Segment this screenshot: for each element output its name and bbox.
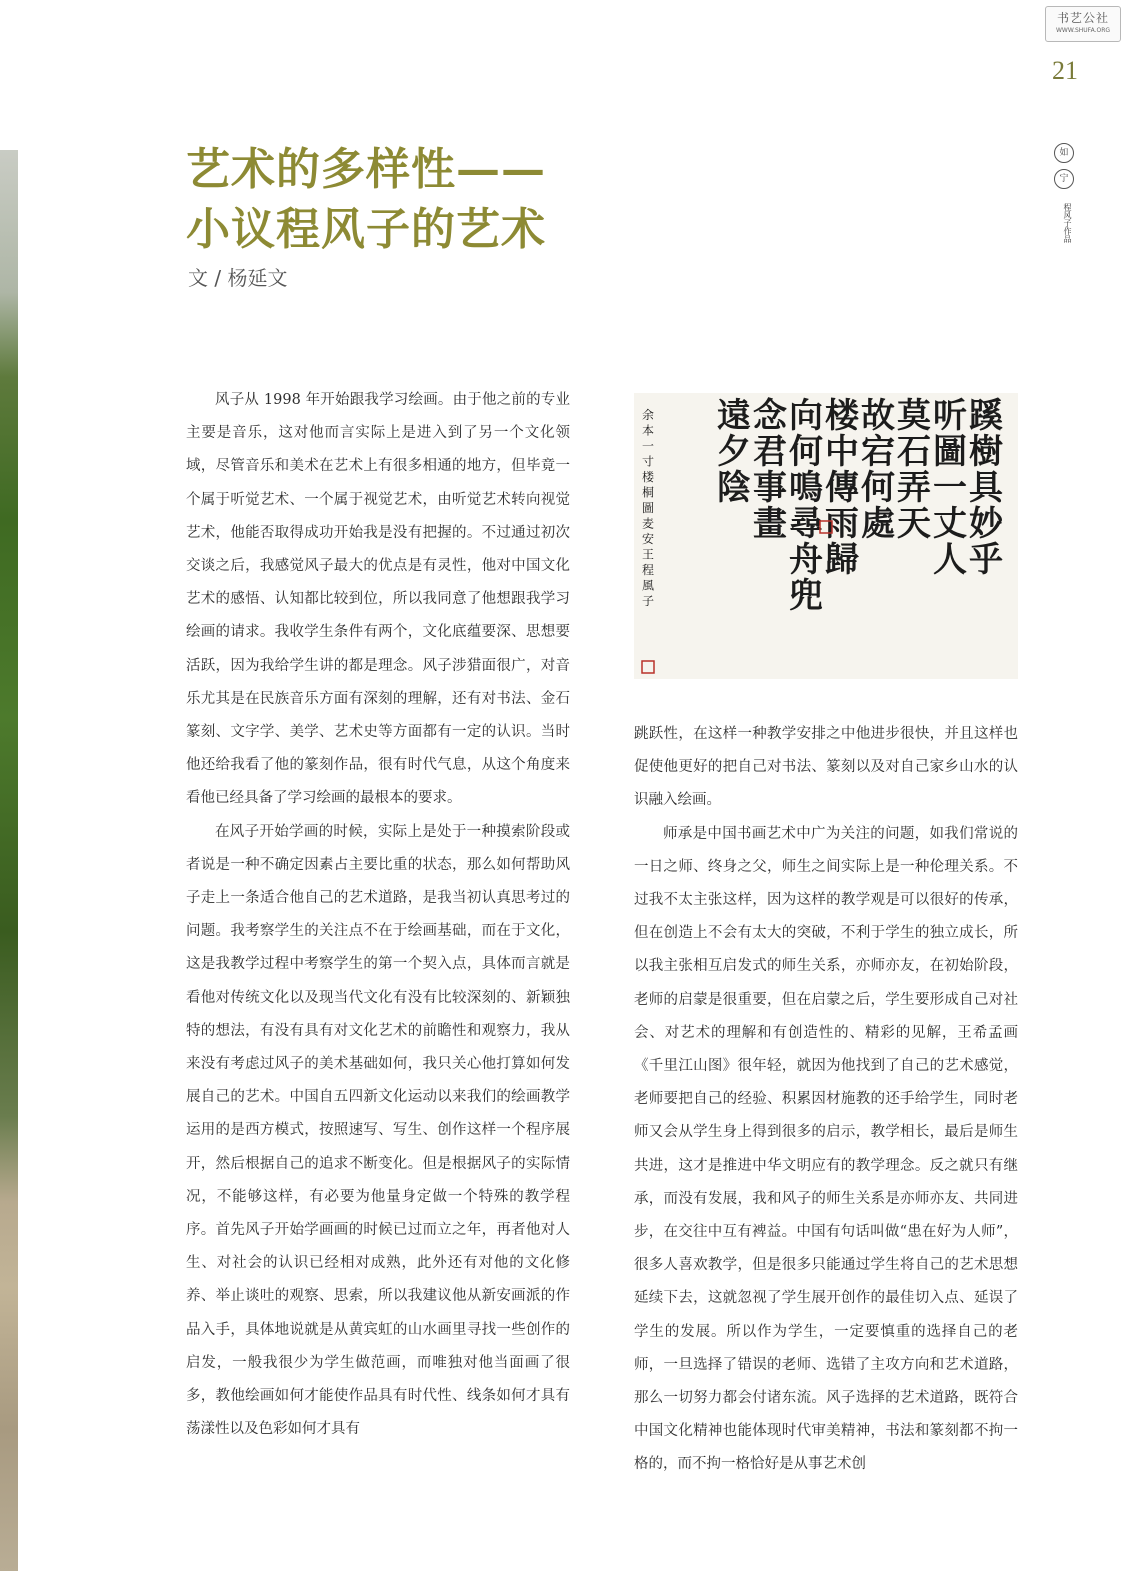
calligraphy-character: 向 [789, 396, 823, 436]
calligraphy-character: 處 [861, 504, 895, 544]
inscription-character: 程 [641, 563, 655, 577]
calligraphy-character: 樹 [969, 432, 1003, 472]
article-title [186, 140, 546, 260]
calligraphy-character: 乎 [969, 540, 1003, 580]
title-line-2: 小议程风子的艺术 [186, 204, 546, 255]
calligraphy-character: 何 [861, 468, 895, 508]
calligraphy-character: 弄 [897, 468, 931, 508]
watermark-logo [1045, 6, 1121, 42]
calligraphy-character: 宕 [861, 432, 895, 472]
calligraphy-character: 莫 [897, 396, 931, 436]
inscription-character: 楼 [641, 470, 655, 484]
calligraphy-character: 歸 [825, 540, 859, 580]
calligraphy-character: 鳴 [789, 468, 823, 508]
paragraph: 风子从 1998 年开始跟我学习绘画。由于他之前的专业主要是音乐，这对他而言实际上是进入到了另一个文化领域，尽管音乐和美术在艺术上有很多相通的地方，但毕竟一个属于听觉艺术、一个属于视觉艺术，由听觉艺术转向视觉艺术，他能否取得成功开始我是没有把握的。不过通过初次交谈之后，我感觉风子最大的优点是有灵性，他对中国文化艺术的感悟、认知都比较到位，所以我同意了他想跟我学习绘画的请求。我收学生条件有两个，文化底蕴要深、思想要活跃，因为我给学生讲的都是理念。风子涉猎面很广，对音乐尤其是在民族音乐方面有深刻的理解，还有对书法、金石篆刻、文字学、美学、艺术史等方面都有一定的认识。当时他还给我看了他的篆刻作品，很有时代气息，从这个角度来看他已经具备了学习绘画的最根本的要求。 [186, 392, 570, 807]
inscription-character: 桐 [641, 485, 655, 500]
landscape-photo-strip [0, 150, 18, 1571]
inscription-character: 本 [641, 423, 655, 438]
calligraphy-character: 人 [933, 540, 967, 580]
watermark-title: 书艺公社 [1056, 11, 1109, 25]
calligraphy-character: 舟 [789, 540, 823, 580]
seal-icon: 如 [1054, 143, 1074, 163]
calligraphy-character: 尋 [789, 504, 823, 544]
calligraphy-character: 丈 [933, 504, 967, 544]
calligraphy-character: 君 [753, 432, 787, 472]
inscription-character: 子 [641, 594, 655, 608]
calligraphy-character: 听 [933, 396, 967, 436]
calligraphy-character: 一 [933, 468, 967, 508]
calligraphy-character: 中 [825, 432, 859, 472]
watermark-url: WWW.SHUFA.ORG [1055, 27, 1111, 34]
calligraphy-character: 故 [861, 396, 895, 436]
calligraphy-character: 兜 [789, 576, 823, 616]
calligraphy-character: 夕 [717, 432, 751, 472]
calligraphy-character: 蹊 [969, 396, 1003, 436]
calligraphy-character: 楼 [825, 396, 859, 436]
calligraphy-artwork [634, 393, 1018, 679]
calligraphy-character: 何 [789, 432, 823, 472]
calligraphy-character: 石 [897, 432, 931, 472]
inscription-character: 一 [641, 439, 655, 453]
inscription-character: 安 [641, 532, 655, 546]
inscription-character: 麦 [641, 516, 655, 531]
calligraphy-character: 具 [969, 468, 1003, 508]
section-label: 程风子作品 [1063, 203, 1072, 243]
paragraph: 师承是中国书画艺术中广为关注的问题，如我们常说的一日之师、终身之父，师生之间实际上是一种伦理关系。不过我不太主张这样，因为这样的教学观是可以很好的传承，但在创造上不会有太大的突破，不利于学生的独立成长，所以我主张相互启发式的师生关系，亦师亦友，在初始阶段，老师的启蒙是很重要，但在启蒙之后，学生要形成自己对社会、对艺术的理解和有创造性的、精彩的见解，王希孟画《千里江山图》很年轻，就因为他找到了自己的艺术感觉，老师要把自己的经验、积累因材施教的还手给学生，同时老师又会从学生身上得到很多的启示，教学相长，最后是师生共进，这才是推进中华文明应有的教学理念。反之就只有继承，而没有发展，我和风子的师生关系是亦师亦友、共同进步，在交往中互有裨益。中国有句话叫做“患在好为人师”，很多人喜欢教学，但是很多只能通过学生将自己的艺术思想延续下去，这就忽视了学生展开创作的最佳切入点、延误了学生的发展。所以作为学生，一定要慎重的选择自己的老师，一旦选择了错误的老师、选错了主攻方向和艺术道路，那么一切努力都会付诸东流。风子选择的艺术道路，既符合中国文化精神也能体现时代审美精神，书法和篆刻都不拘一格的，而不拘一格恰好是从事艺术创 [634, 825, 1018, 1473]
calligraphy-character: 雨 [825, 504, 859, 544]
seal-icon-2: 宁 [1054, 169, 1074, 189]
inscription-character: 王 [641, 547, 655, 562]
calligraphy-character: 圖 [933, 432, 967, 472]
page-number: 21 [1052, 56, 1078, 85]
inscription-character: 圖 [641, 501, 655, 515]
inscription-character: 余 [641, 408, 655, 422]
left-text-column [186, 384, 570, 1494]
calligraphy-character: 天 [897, 504, 931, 544]
calligraphy-character: 遠 [717, 396, 751, 436]
calligraphy-character: 妙 [969, 504, 1003, 544]
calligraphy-character: 傳 [825, 468, 859, 508]
calligraphy-character: 念 [753, 396, 787, 436]
inscription-character: 寸 [641, 454, 655, 469]
paragraph: 在风子开始学画的时候，实际上是处于一种摸索阶段或者说是一种不确定因素占主要比重的状态，那么如何帮助风子走上一条适合他自己的艺术道路，是我当初认真思考过的问题。我考察学生的关注点不在于绘画基础，而在于文化，这是我教学过程中考察学生的第一个契入点，具体而言就是看他对传统文化以及现当代文化有没有比较深刻的、新颖独特的想法，有没有具有对文化艺术的前瞻性和观察力，我从来没有考虑过风子的美术基础如何，我只关心他打算如何发展自己的艺术。中国自五四新文化运动以来我们的绘画教学运用的是西方模式，按照速写、写生、创作这样一个程序展开，然后根据自己的追求不断变化。但是根据风子的实际情况，不能够这样，有必要为他量身定做一个特殊的教学程序。首先风子开始学画画的时候已过而立之年，再者他对人生、对社会的认识已经相对成熟，此外还有对他的文化修养、举止谈吐的观察、思索，所以我建议他从新安画派的作品入手，具体地说就是从黄宾虹的山水画里寻找一些创作的启发，一般我很少为学生做范画，而唯独对他当面画了很多，教他绘画如何才能使作品具有时代性、线条如何才具有荡漾性以及色彩如何才具有 [186, 823, 570, 1438]
right-text-column [634, 718, 1018, 1498]
calligraphy-svg [634, 393, 1018, 679]
paragraph: 跳跃性，在这样一种教学安排之中他进步很快，并且这样也促使他更好的把自己对书法、篆刻以及对自己家乡山水的认识融入绘画。 [634, 726, 1018, 809]
calligraphy-character: 事 [753, 468, 787, 508]
calligraphy-character: 畫 [753, 504, 787, 544]
inscription-character: 風 [641, 578, 655, 593]
article-author: 文 / 杨延文 [188, 266, 288, 290]
calligraphy-character: 陰 [717, 468, 751, 508]
title-line-1: 艺术的多样性—— [186, 144, 546, 195]
